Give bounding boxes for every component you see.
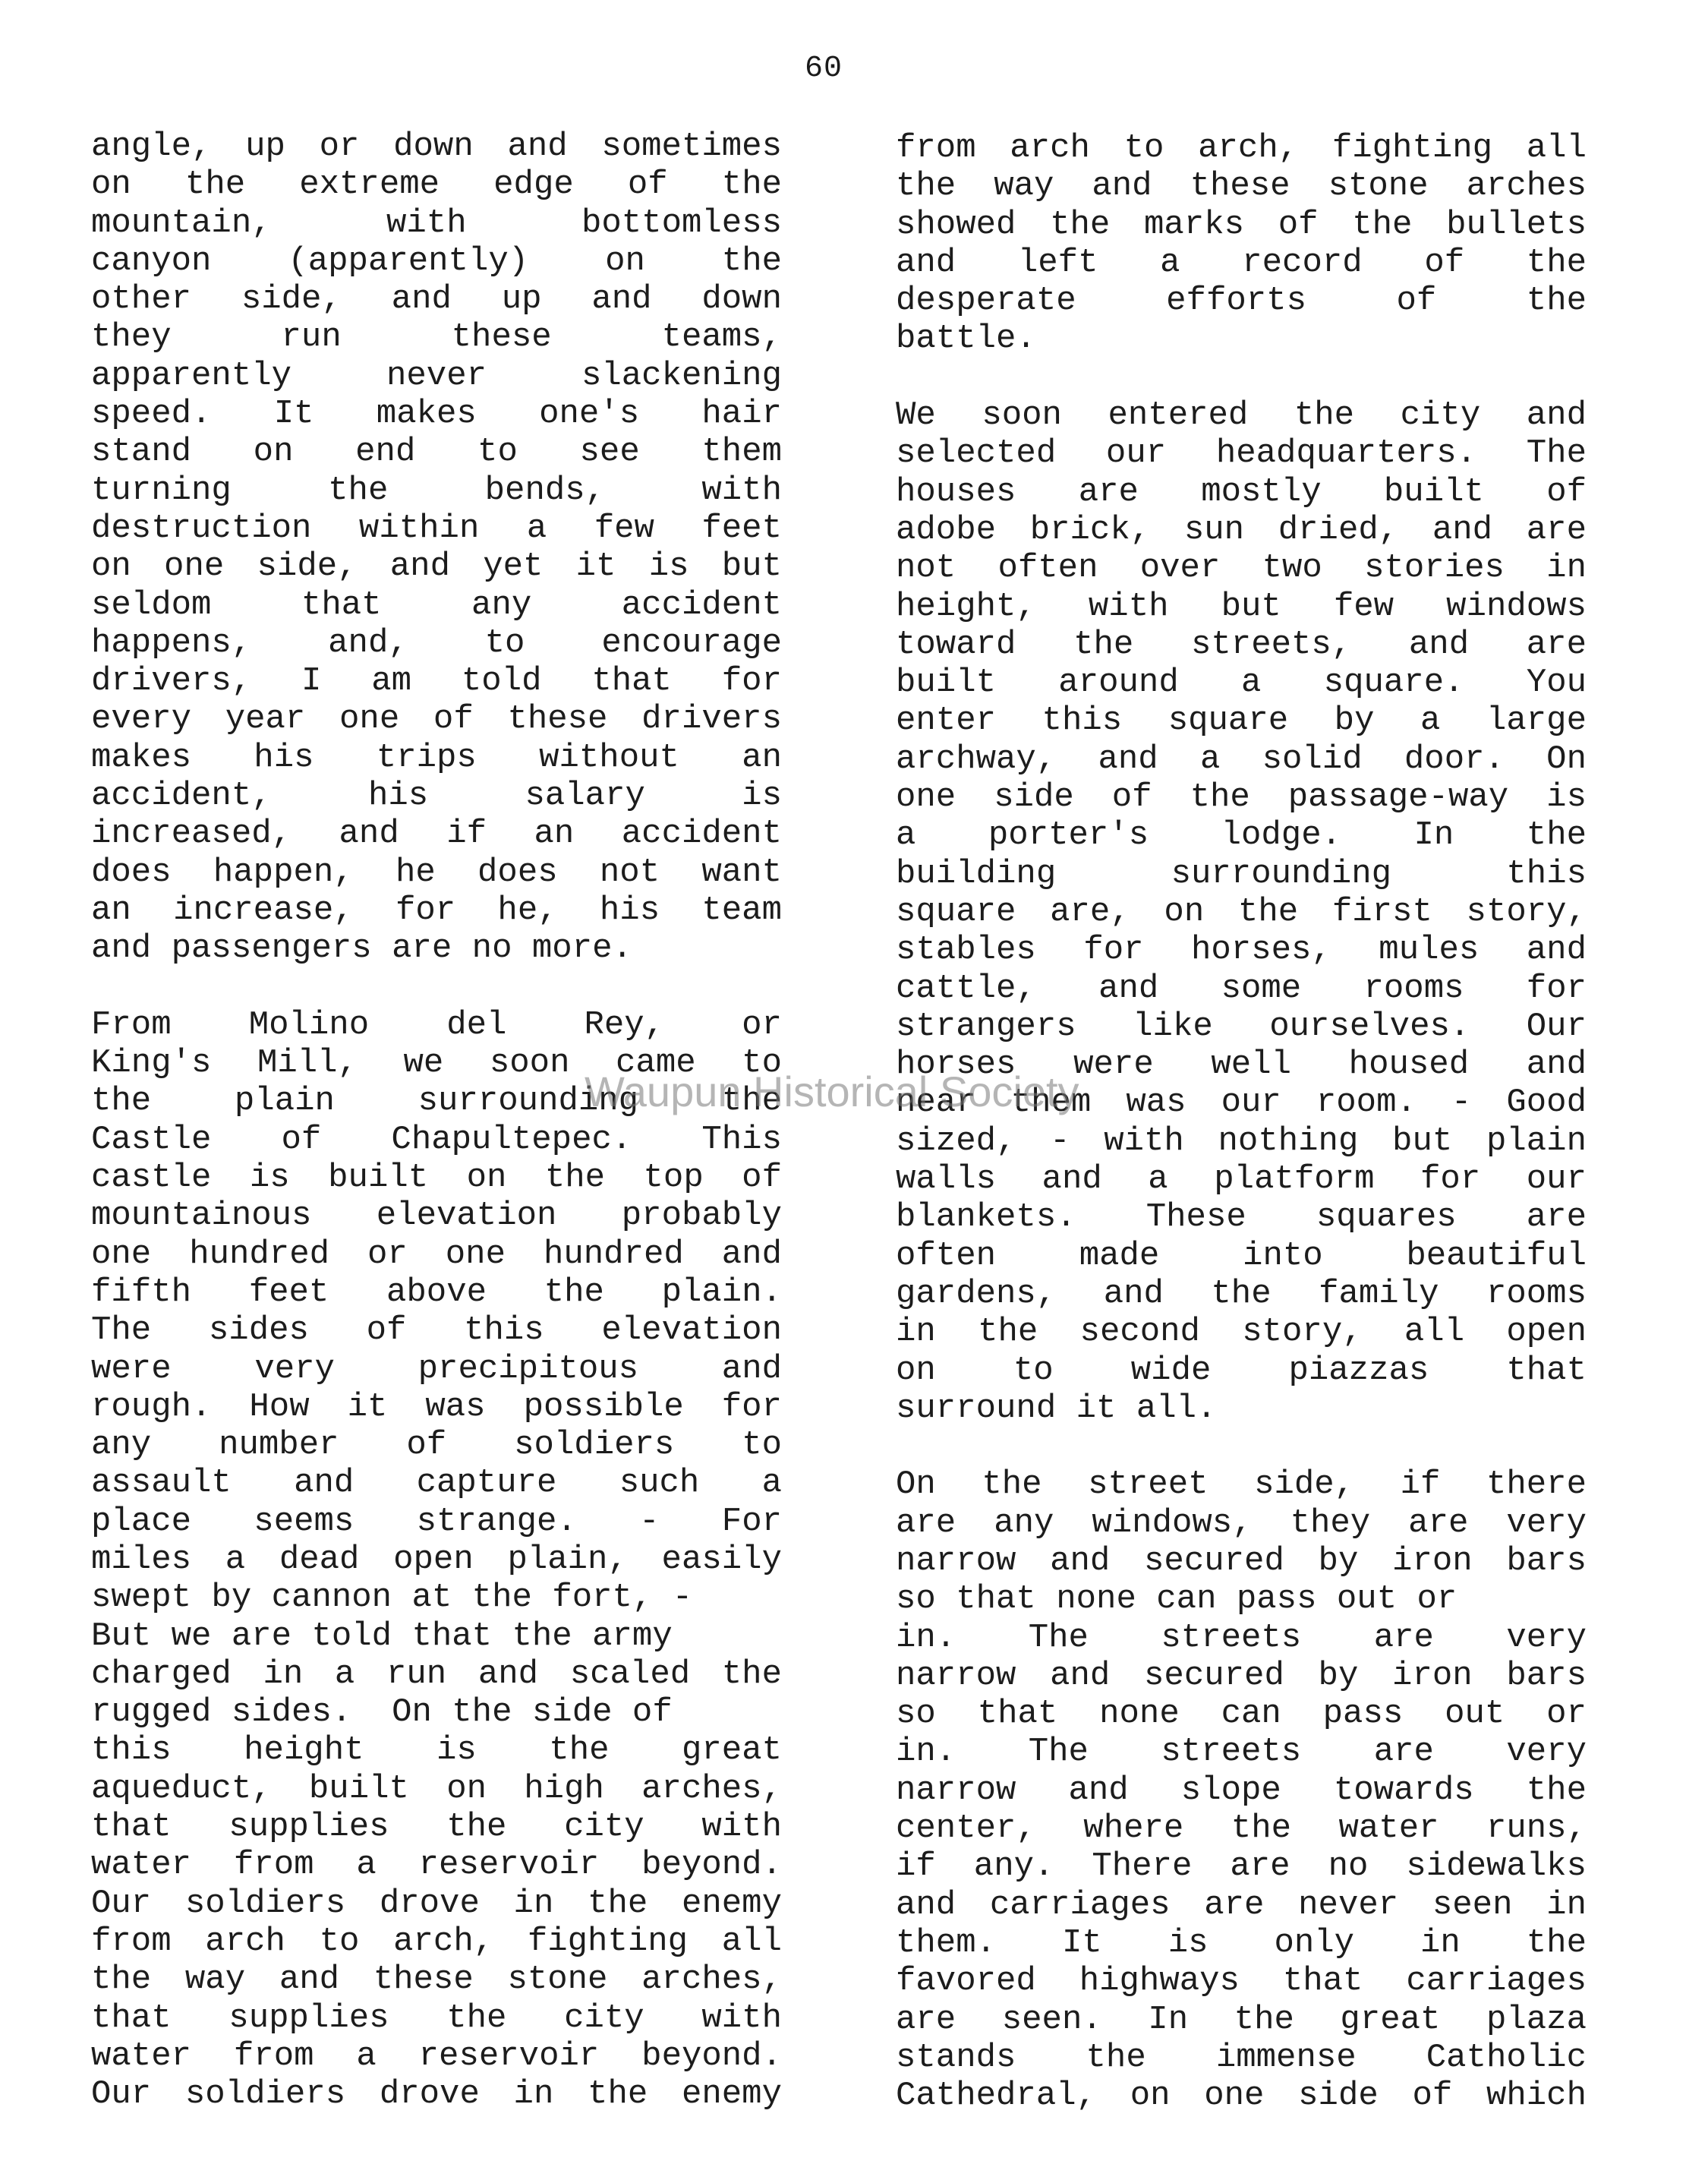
text-line: an increase, for he, his team: [91, 891, 782, 929]
text-line: sized, - with nothing but plain: [896, 1121, 1587, 1160]
text-line: water from a reservoir beyond.: [91, 1846, 782, 1885]
text-line: destruction within a few feet: [91, 509, 782, 547]
text-line: turning the bends, with: [91, 471, 782, 509]
text-line: battle.: [896, 320, 1036, 358]
text-line: Cathedral, on one side of which: [896, 2077, 1587, 2115]
text-line: showed the marks of the bullets: [896, 205, 1587, 244]
text-line: castle is built on the top of: [91, 1159, 782, 1197]
text-line: Castle of Chapultepec. This: [91, 1120, 782, 1159]
text-line: assault and capture such a: [91, 1464, 782, 1503]
text-line: King's Mill, we soon came to: [91, 1044, 782, 1083]
text-line: gardens, and the family rooms: [896, 1274, 1587, 1313]
text-line: water from a reservoir beyond.: [91, 2036, 782, 2075]
text-line: Our soldiers drove in the enemy: [91, 2075, 782, 2114]
text-line: mountainous elevation probably: [91, 1197, 782, 1235]
text-line: cattle, and some rooms for: [896, 969, 1587, 1008]
text-line: drivers, I am told that for: [91, 662, 782, 701]
text-line: building surrounding this: [896, 854, 1587, 893]
text-line: narrow and secured by iron bars: [896, 1541, 1587, 1580]
text-line: We soon entered the city and: [896, 396, 1587, 435]
text-line: so that none can pass out or: [896, 1695, 1587, 1733]
text-line: accident, his salary is: [91, 777, 782, 815]
text-line: strangers like ourselves. Our: [896, 1007, 1587, 1046]
text-line: blankets. These squares are: [896, 1198, 1587, 1237]
text-line: angle, up or down and sometimes: [91, 128, 782, 166]
text-line: desperate efforts of the: [896, 282, 1587, 320]
text-line: increased, and if an accident: [91, 815, 782, 853]
text-line: stand on end to see them: [91, 433, 782, 472]
text-line: archway, and a solid door. On: [896, 740, 1587, 778]
watermark: Waupun Historical Society: [585, 1068, 1079, 1115]
text-line: the plain surrounding the: [91, 1082, 782, 1121]
text-line: often made into beautiful: [896, 1236, 1587, 1275]
text-line: were very precipitous and: [91, 1349, 782, 1388]
text-line: walls and a platform for our: [896, 1160, 1587, 1199]
text-line: from arch to arch, fighting all: [896, 129, 1587, 167]
text-line: stables for horses, mules and: [896, 931, 1587, 970]
text-line: the way and these stone arches: [896, 167, 1587, 206]
text-line: swept by cannon at the fort, -: [91, 1579, 693, 1617]
text-line: happens, and, to encourage: [91, 623, 782, 662]
text-line: Our soldiers drove in the enemy: [91, 1884, 782, 1923]
text-line: apparently never slackening: [91, 356, 782, 395]
text-line: one hundred or one hundred and: [91, 1235, 782, 1273]
text-line: are seen. In the great plaza: [896, 2000, 1587, 2039]
text-line: not often over two stories in: [896, 549, 1587, 588]
page-number: 60: [805, 52, 843, 86]
text-line: in the second story, all open: [896, 1313, 1587, 1352]
text-line: and passengers are no more.: [91, 929, 632, 968]
text-line: horses were well housed and: [896, 1046, 1587, 1084]
text-line: mountain, with bottomless: [91, 203, 782, 242]
text-line: on the extreme edge of the: [91, 166, 782, 204]
text-line: from arch to arch, fighting all: [91, 1922, 782, 1961]
text-line: surround it all.: [896, 1389, 1217, 1427]
paragraph-break: [896, 1427, 1587, 1465]
text-line: one side of the passage-way is: [896, 778, 1587, 817]
text-line: built around a square. You: [896, 664, 1587, 702]
text-line: favored highways that carriages: [896, 1962, 1587, 2001]
text-line: center, where the water runs,: [896, 1809, 1587, 1848]
left-text-column: [91, 128, 782, 2113]
text-line: this height is the great: [91, 1731, 782, 1770]
text-line: selected our headquarters. The: [896, 434, 1587, 473]
paragraph-break: [896, 358, 1587, 396]
text-line: canyon (apparently) on the: [91, 241, 782, 280]
text-line: narrow and secured by iron bars: [896, 1656, 1587, 1695]
text-line: if any. There are no sidewalks: [896, 1847, 1587, 1886]
text-line: that supplies the city with: [91, 1998, 782, 2037]
text-line: aqueduct, built on high arches,: [91, 1769, 782, 1808]
text-line: every year one of these drivers: [91, 700, 782, 739]
text-line: seldom that any accident: [91, 585, 782, 624]
text-line: on one side, and yet it is but: [91, 547, 782, 586]
paragraph-break: [91, 968, 782, 1006]
text-line: fifth feet above the plain.: [91, 1273, 782, 1311]
text-line: in. The streets are very: [896, 1733, 1587, 1771]
text-line: speed. It makes one's hair: [91, 395, 782, 434]
text-line: a porter's lodge. In the: [896, 816, 1587, 855]
text-line: narrow and slope towards the: [896, 1771, 1587, 1809]
text-line: and left a record of the: [896, 243, 1587, 282]
text-line: charged in a run and scaled the: [91, 1655, 782, 1693]
text-line: other side, and up and down: [91, 280, 782, 319]
text-line: the way and these stone arches,: [91, 1961, 782, 1999]
text-line: rugged sides. On the side of: [91, 1693, 673, 1732]
text-line: toward the streets, and are: [896, 625, 1587, 664]
text-line: in. The streets are very: [896, 1618, 1587, 1657]
text-line: any number of soldiers to: [91, 1426, 782, 1465]
text-line: But we are told that the army: [91, 1617, 673, 1655]
text-line: square are, on the first story,: [896, 892, 1587, 931]
text-line: rough. How it was possible for: [91, 1387, 782, 1426]
text-line: houses are mostly built of: [896, 472, 1587, 511]
text-line: miles a dead open plain, easily: [91, 1540, 782, 1579]
text-line: on to wide piazzas that: [896, 1351, 1587, 1390]
text-line: The sides of this elevation: [91, 1311, 782, 1350]
text-line: From Molino del Rey, or: [91, 1005, 782, 1044]
text-line: height, with but few windows: [896, 587, 1587, 626]
text-line: them. It is only in the: [896, 1923, 1587, 1962]
text-line: place seems strange. - For: [91, 1502, 782, 1541]
text-line: and carriages are never seen in: [896, 1885, 1587, 1924]
text-line: so that none can pass out or: [896, 1580, 1457, 1619]
text-line: does happen, he does not want: [91, 853, 782, 891]
text-line: enter this square by a large: [896, 702, 1587, 740]
text-line: On the street side, if there: [896, 1465, 1587, 1504]
text-line: that supplies the city with: [91, 1808, 782, 1847]
text-line: near them was our room. - Good: [896, 1084, 1587, 1122]
text-line: are any windows, they are very: [896, 1503, 1587, 1542]
text-line: adobe brick, sun dried, and are: [896, 510, 1587, 549]
text-line: they run these teams,: [91, 318, 782, 357]
text-line: makes his trips without an: [91, 738, 782, 777]
text-line: stands the immense Catholic: [896, 2038, 1587, 2077]
right-text-column: [896, 129, 1587, 2115]
